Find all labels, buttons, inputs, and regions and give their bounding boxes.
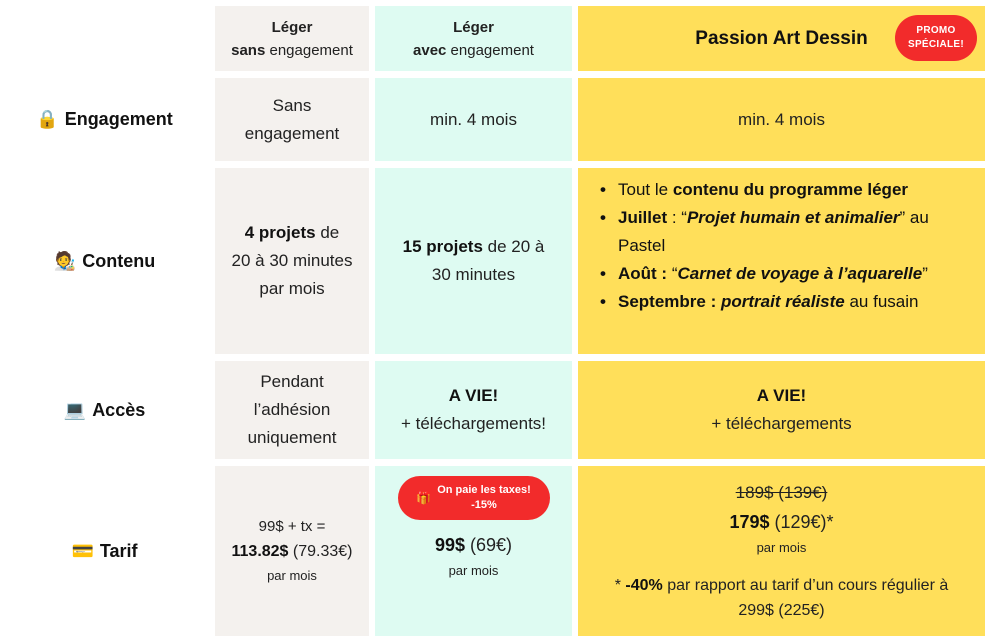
computer-icon: 💻 — [63, 399, 87, 420]
list-item: • Août : “Carnet de voyage à l’aquarelle” — [598, 260, 973, 288]
header-passion-art-dessin — [578, 6, 985, 71]
plan-title: Passion Art Dessin — [695, 27, 868, 49]
price-note: * -40% par rapport au tarif d’un cours régulier à 299$ (225€) — [614, 577, 949, 619]
credit-card-icon: 💳 — [71, 540, 94, 561]
header-leger-avec-engagement: Léger avec engagement — [375, 6, 572, 71]
acces-col1: Pendant l’adhésion uniquement — [215, 361, 369, 459]
engagement-col2: min. 4 mois — [375, 78, 572, 161]
contenu-col1: 4 projets de 20 à 30 minutes par mois — [215, 168, 369, 354]
header-leger-sans-engagement: Léger sans engagement — [215, 6, 369, 71]
acces-col3: A VIE! + téléchargements — [578, 361, 985, 459]
row-label-engagement: 🔒 Engagement — [36, 109, 173, 129]
list-item: • Septembre : portrait réaliste au fusain — [598, 288, 973, 316]
promo-badge: PROMO SPÉCIALE! — [895, 15, 977, 61]
lock-icon: 🔒 — [36, 109, 59, 129]
contenu-col2: 15 projets de 20 à 30 minutes — [375, 168, 572, 354]
header-spacer — [0, 6, 209, 71]
gift-icon: 🎁 — [416, 490, 432, 505]
list-item: • Juillet : “Projet humain et animalier” au Pastel — [598, 204, 973, 260]
engagement-col3: min. 4 mois — [578, 78, 985, 161]
tarif-col2: 🎁 On paie les taxes! -15% 99$ (69€) par mois — [375, 466, 572, 636]
list-item: • Tout le contenu du programme léger — [598, 176, 973, 204]
content-list — [598, 176, 973, 316]
contenu-col3 — [578, 168, 985, 354]
artist-icon: 🧑‍🎨 — [53, 250, 77, 271]
tax-badge: 🎁 On paie les taxes! -15% — [398, 476, 550, 520]
tarif-col1: 99$ + tx = 113.82$ (79.33€) par mois — [215, 466, 369, 636]
row-label-contenu: 🧑‍🎨 Contenu — [53, 250, 156, 271]
acces-col2: A VIE! + téléchargements! — [375, 361, 572, 459]
old-price: 189$ (139€) — [735, 483, 828, 502]
row-label-acces: 💻 Accès — [63, 399, 146, 420]
row-label-tarif: 💳 Tarif — [71, 540, 138, 561]
engagement-col1: Sans engagement — [215, 78, 369, 161]
tarif-col3: 189$ (139€) 179$ (129€)* par mois * -40% par rapport au tarif d’un cours régulier à 299$ (225€) — [578, 466, 985, 636]
